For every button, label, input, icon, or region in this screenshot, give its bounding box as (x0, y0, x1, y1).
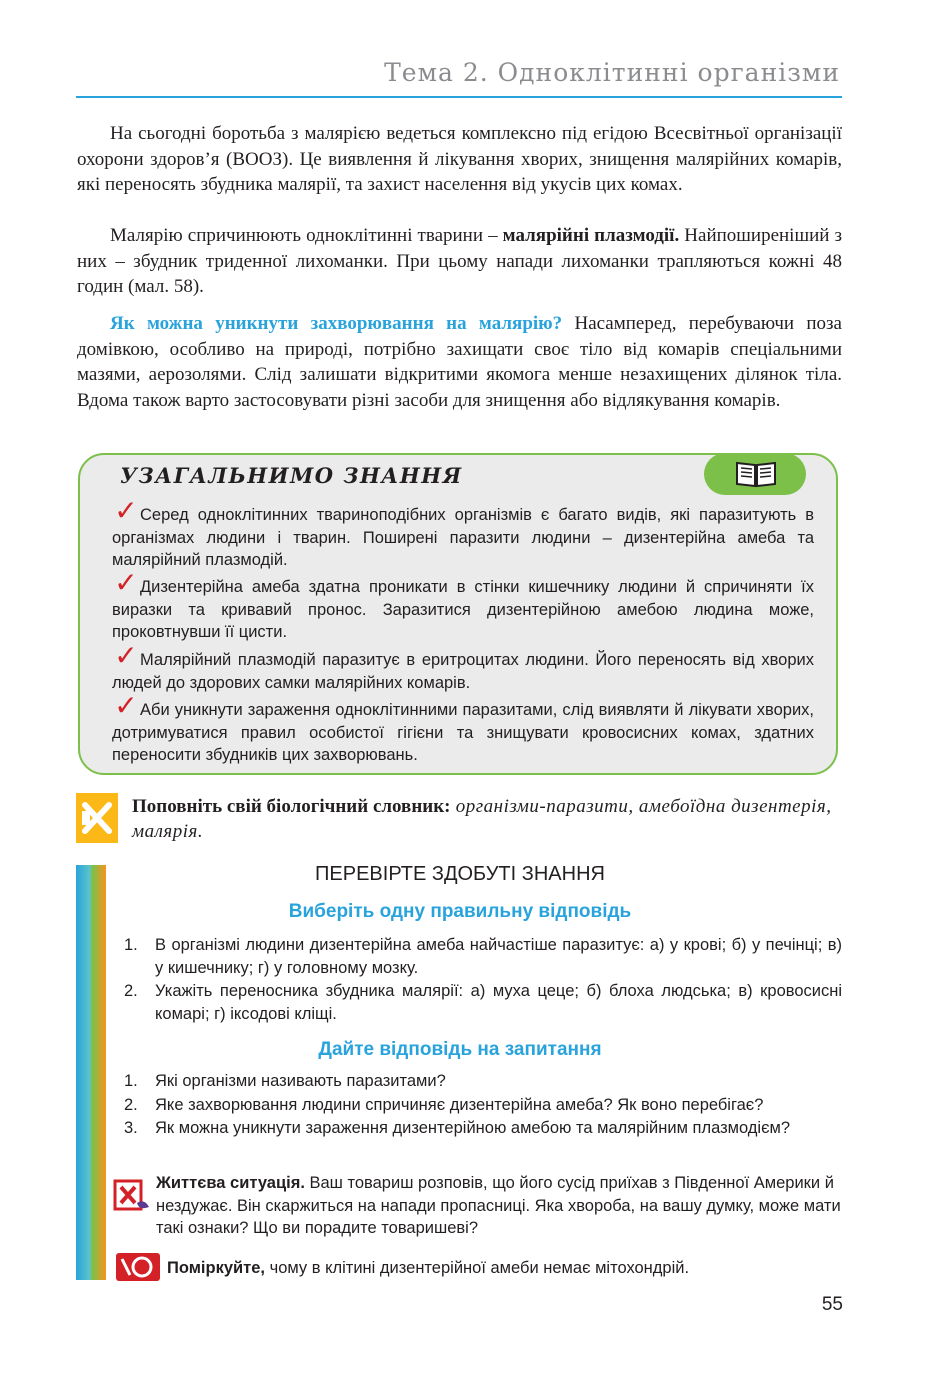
dictionary-icon (76, 793, 118, 843)
summary-item-4-text: Аби уникнути зараження одноклітинними паразитами, слід виявляти й лікувати хворих, дотримуватися правил особистої гігієни та знищувати кровосисних комах, здатних переносити збудників цих захворювань. (112, 701, 814, 764)
summary-item-3-text: Малярійний плазмодій паразитує в еритроцитах людини. Його переносять від хворих людей до здорових самки малярійних комарів. (112, 651, 814, 692)
paragraph-2-term: малярійні плазмодії. (502, 225, 680, 246)
question-text: Укажіть переносника збудника малярії: а) муха цеце; б) блоха людська; в) кровосисні комарі; г) іксодові кліщі. (155, 982, 842, 1023)
summary-item-4 (112, 689, 814, 767)
think-task (167, 1257, 842, 1280)
dictionary-terms: організми-паразити, амебоїдна дизентерія, малярія. (132, 796, 832, 842)
question-number: 2. (124, 1096, 138, 1114)
think-icon (116, 1253, 160, 1281)
chapter-title: Тема 2. Одноклітинні організми (384, 58, 840, 87)
summary-box (78, 453, 838, 775)
check-icon: ✓ (114, 689, 138, 722)
summary-item-2 (112, 566, 814, 644)
question-text: В організмі людини дизентерійна амеба найчастіше паразитує: а) у крові; б) у печінці; в) у кишечнику; г) у головному мозку. (155, 936, 842, 977)
dictionary-lead: Поповніть свій біологічний словник: (132, 796, 451, 817)
summary-item-1-text: Серед одноклітинних тваринoподібних організмів є багато видів, які паразитують в організмах людини і тварин. Поширені паразити людини – дизентерійна амеба та малярійний плазмодій. (112, 506, 814, 569)
life-situation-lead: Життєва ситуація. (156, 1174, 305, 1192)
paragraph-3-text: Насамперед, перебуваючи поза домівкою, особливо на природі, потрібно захищати своє тіло від комарів спеціальними мазями, аерозолями. Слід залишати відкритими якомога менше незахищених ділянок тіла. Вдома також варто застосовувати різні засоби для знищення або відлякування комарів. (77, 313, 842, 411)
choose-question-2 (124, 980, 842, 1025)
question-text: Як можна уникнути зараження дизентерійною амебою та малярійним плазмодієм? (155, 1119, 791, 1137)
answer-question-2 (124, 1094, 842, 1117)
choose-question-1 (124, 934, 842, 979)
paragraph-2 (77, 223, 842, 300)
question-text: Які організми називають паразитами? (155, 1072, 446, 1090)
check-icon: ✓ (114, 494, 138, 527)
dictionary-task (132, 794, 842, 844)
summary-item-1 (112, 494, 814, 572)
life-situation-icon (113, 1177, 151, 1215)
page-header (76, 56, 842, 98)
question-text: Яке захворювання людини спричиняє дизентерійна амеба? Як воно перебігає? (155, 1096, 764, 1114)
paragraph-1-text: На сьогодні боротьба з малярією ведеться комплексно під егідою Всесвітньої організації охорони здоров’я (ВООЗ). Це виявлення й лікування хворих, знищення малярійних комарів, які переносять збудника малярії, та захист населення від укусів цих комах. (77, 123, 842, 195)
question-number: 3. (124, 1119, 138, 1137)
answer-title: Дайте відповідь на запитання (318, 1039, 602, 1060)
think-lead: Поміркуйте, (167, 1259, 266, 1277)
check-icon: ✓ (114, 639, 138, 672)
life-situation (156, 1172, 842, 1240)
paragraph-2-before: Малярію спричинюють одноклітинні тварини – (110, 225, 503, 246)
check-section-title: ПЕРЕВІРТЕ ЗДОБУТІ ЗНАННЯ (315, 863, 605, 885)
question-number: 1. (124, 1072, 138, 1090)
book-badge (704, 453, 806, 495)
paragraph-3 (77, 311, 842, 413)
check-icon: ✓ (114, 566, 138, 599)
section-stripe (76, 865, 106, 1280)
summary-title: УЗАГАЛЬНИМО ЗНАННЯ (120, 463, 463, 488)
answer-question-3 (124, 1117, 842, 1140)
paragraph-3-question: Як можна уникнути захворювання на малярію? (110, 313, 563, 334)
choose-title: Виберіть одну правильну відповідь (288, 901, 632, 922)
page-number: 55 (821, 1294, 843, 1315)
book-icon (734, 459, 778, 489)
life-situation-text: Ваш товариш розповів, що його сусід приїхав з Південної Америки й нездужає. Він скаржиться на напади пропасниці. Яка хвороба, на вашу думку, може мати такі ознаки? Що ви порадите товаришеві? (156, 1174, 841, 1237)
summary-item-3 (112, 639, 814, 694)
answer-question-1 (124, 1070, 842, 1093)
think-text: чому в клітині дизентерійної амеби немає мітохондрій. (265, 1259, 690, 1277)
paragraph-2-after: Найпоширеніший з них – збудник триденної лихоманки. При цьому напади лихоманки трапляються кожні 48 годин (мал. 58). (77, 225, 843, 297)
question-number: 2. (124, 982, 138, 1000)
summary-item-2-text: Дизентерійна амеба здатна проникати в стінки кишечнику людини й спричиняти їх виразки та кривавий пронос. Заразитися дизентерійною амебою людина може, проковтнувши її цисти. (112, 578, 814, 641)
paragraph-1 (77, 121, 842, 198)
question-number: 1. (124, 936, 138, 954)
